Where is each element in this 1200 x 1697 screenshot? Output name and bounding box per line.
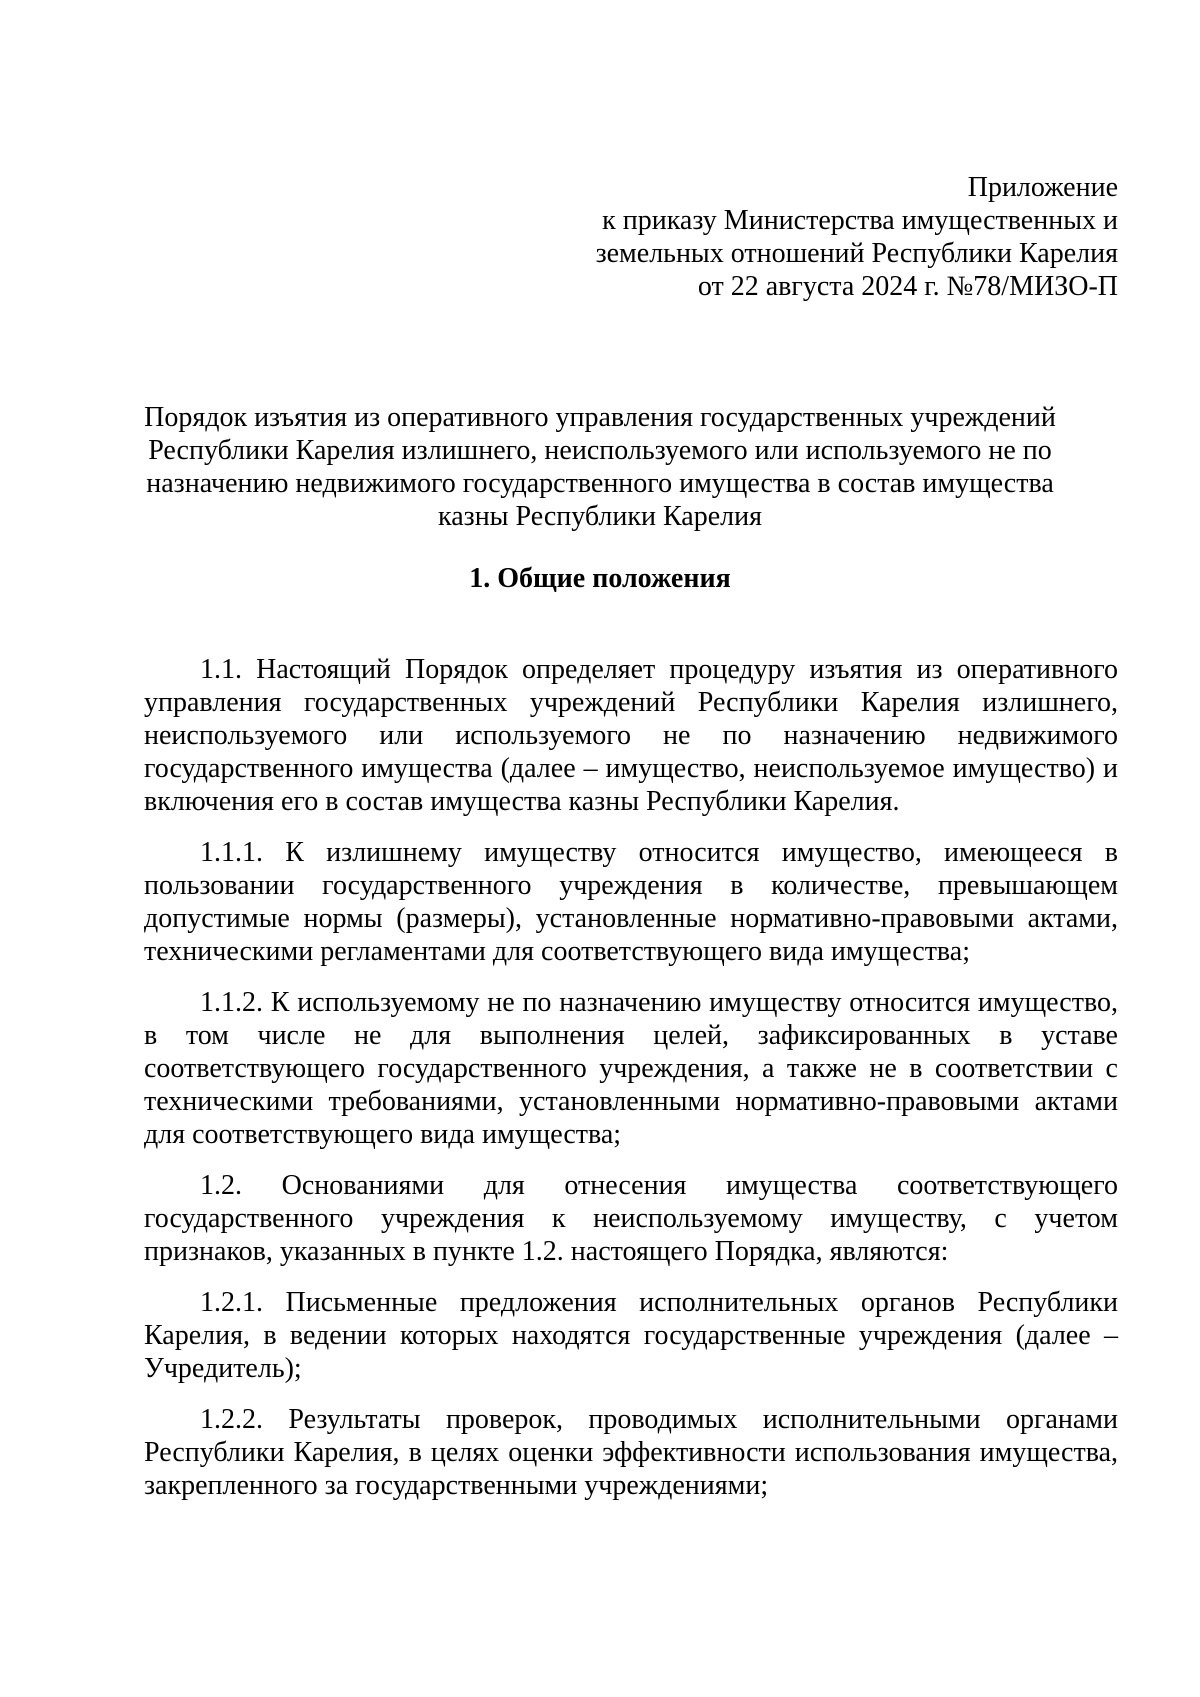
paragraph-1-2-2: 1.2.2. Результаты проверок, проводимых исполнительными органами Республики Карелия, в целях оценки эффективности использования имущества, закрепленного за государственными учреждениями; <box>144 1404 1118 1501</box>
paragraph-1-2: 1.2. Основаниями для отнесения имущества соответствующего государственного учреждения к неиспользуемому имуществу, с учетом признаков, указанных в пункте 1.2. настоящего Порядка, являются: <box>144 1170 1118 1267</box>
paragraph-1-1: 1.1. Настоящий Порядок определяет процедуру изъятия из оперативного управления государственных учреждений Республики Карелия излишнего, неиспользуемого или используемого не по назначению недвижимого государственного имущества (далее – имущество, неиспользуемое имущество) и включения его в состав имущества казны Республики Карелия. <box>144 654 1118 817</box>
appendix-ministry: земельных отношений Республики Карелия <box>595 238 1118 269</box>
appendix-order-ref: к приказу Министерства имущественных и <box>602 205 1118 236</box>
section-heading: 1. Общие положения <box>469 563 731 594</box>
appendix-block <box>418 171 1118 303</box>
appendix-label: Приложение <box>967 172 1118 203</box>
paragraph-1-1-2: 1.1.2. К используемому не по назначению имуществу относится имущество, в том числе не для выполнения целей, зафиксированных в уставе соответствующего государственного учреждения, а также не в соответствии с техническими требованиями, установленными нормативно-правовыми актами для соответствующего вида имущества; <box>144 987 1118 1150</box>
paragraph-1-1-1: 1.1.1. К излишнему имуществу относится имущество, имеющееся в пользовании государственного учреждения в количестве, превышающем допустимые нормы (размеры), установленные нормативно-правовыми актами, техническими регламентами для соответствующего вида имущества; <box>144 837 1118 967</box>
document-title: Порядок изъятия из оперативного управления государственных учреждений Республики Карелия излишнего, неиспользуемого или используемого не по назначению недвижимого государственного имущества в состав имущества казны Республики Карелия <box>144 402 1056 532</box>
paragraph-1-2-1: 1.2.1. Письменные предложения исполнительных органов Республики Карелия, в ведении которых находятся государственные учреждения (далее – Учредитель); <box>144 1287 1118 1384</box>
appendix-order-date: от 22 августа 2024 г. №78/МИЗО-П <box>697 271 1118 302</box>
document-body <box>144 653 1118 1520</box>
